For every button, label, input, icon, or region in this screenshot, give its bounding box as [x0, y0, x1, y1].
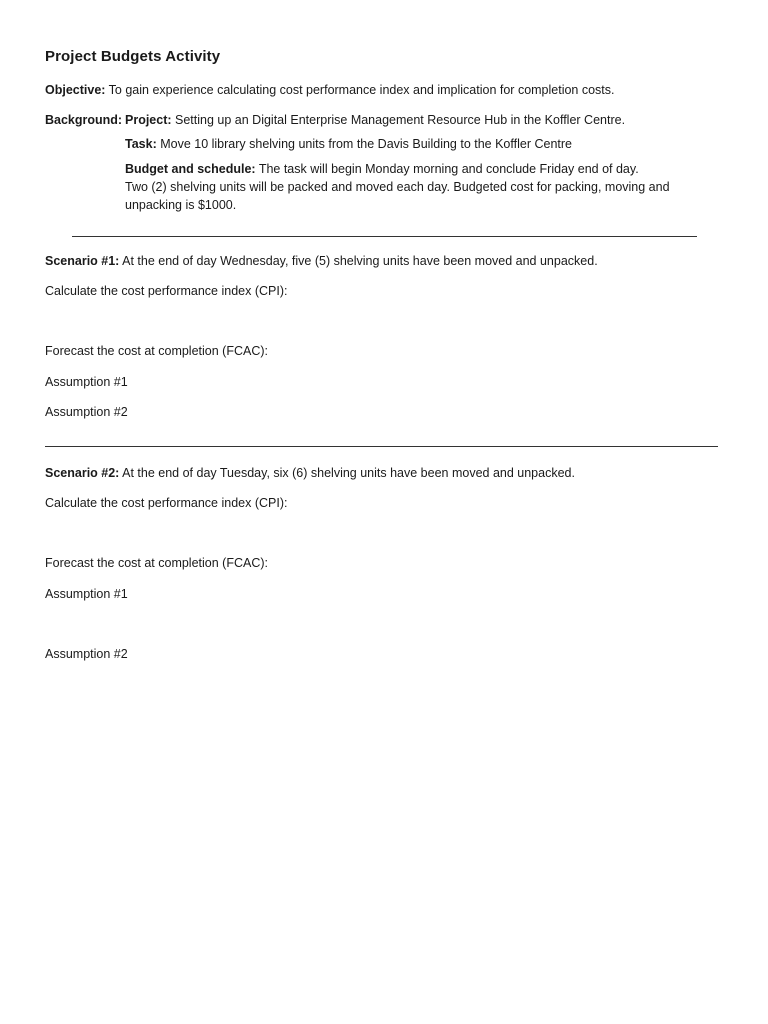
scenario1-fcac-prompt: Forecast the cost at completion (FCAC): — [45, 344, 268, 358]
project-line — [125, 112, 625, 129]
budget-line-3: unpacking is $1000. — [125, 198, 237, 212]
task-text: Move 10 library shelving units from the Davis Building to the Koffler Centre — [156, 137, 572, 151]
scenario1-label: Scenario #1: — [45, 254, 120, 268]
scenario2-text: At the end of day Tuesday, six (6) shelving units have been moved and unpacked. — [119, 466, 575, 480]
scenario2-line — [45, 465, 575, 482]
project-label: Project: — [125, 113, 172, 127]
scenario1-text: At the end of day Wednesday, five (5) shelving units have been moved and unpacked. — [119, 254, 598, 268]
project-text: Setting up an Digital Enterprise Management Resource Hub in the Koffler Centre. — [171, 113, 626, 127]
scenario2-fcac-prompt: Forecast the cost at completion (FCAC): — [45, 556, 268, 570]
task-label: Task: — [125, 137, 157, 151]
objective-label: Objective: — [45, 83, 106, 97]
scenario2-label: Scenario #2: — [45, 466, 120, 480]
objective-line — [45, 82, 615, 99]
scenario2-assumption-1: Assumption #1 — [45, 587, 128, 601]
budget-line-1 — [125, 161, 639, 178]
scenario2-assumption-2: Assumption #2 — [45, 647, 128, 661]
scenario1-assumption-1: Assumption #1 — [45, 375, 128, 389]
budget-text-1: The task will begin Monday morning and conclude Friday end of day. — [255, 162, 639, 176]
scenario1-assumption-2: Assumption #2 — [45, 405, 128, 419]
scenario1-line — [45, 253, 598, 270]
task-line — [125, 136, 572, 153]
divider-1 — [72, 236, 697, 237]
scenario2-cpi-prompt: Calculate the cost performance index (CPI): — [45, 496, 288, 510]
background-label: Background: — [45, 113, 123, 127]
budget-label: Budget and schedule: — [125, 162, 256, 176]
scenario1-cpi-prompt: Calculate the cost performance index (CPI): — [45, 284, 288, 298]
page-title: Project Budgets Activity — [45, 48, 221, 65]
budget-line-2: Two (2) shelving units will be packed and moved each day. Budgeted cost for packing, moving and — [125, 180, 670, 194]
objective-text: To gain experience calculating cost performance index and implication for completion costs. — [105, 83, 615, 97]
divider-2 — [45, 446, 718, 447]
